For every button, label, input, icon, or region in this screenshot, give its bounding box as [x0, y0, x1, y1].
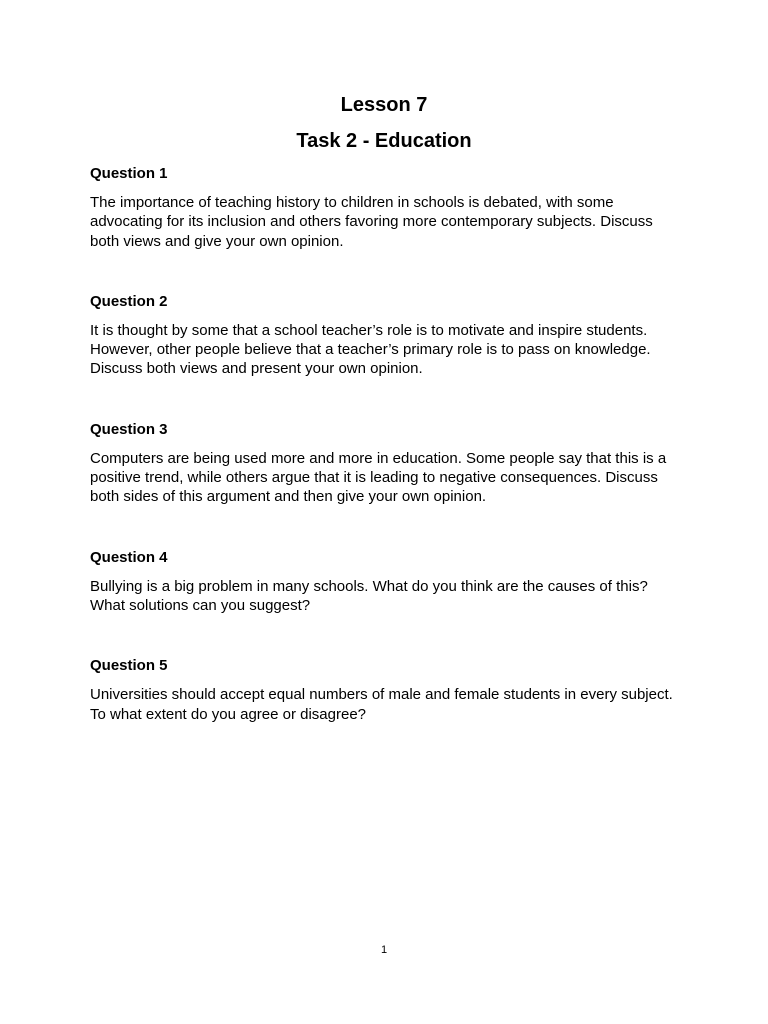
task-title: Task 2 - Education	[296, 130, 472, 152]
question-line: Discuss both views and present your own opinion.	[90, 360, 423, 378]
question-line: Universities should accept equal numbers of male and female students in every subject.	[90, 686, 673, 704]
question-heading: Question 4	[90, 548, 168, 566]
question-text	[90, 321, 690, 379]
lesson-title: Lesson 7	[340, 94, 428, 116]
question-1	[90, 164, 690, 251]
question-3	[90, 420, 690, 507]
question-list	[90, 164, 690, 724]
question-line: Computers are being used more and more in education. Some people say that this is a	[90, 449, 667, 467]
question-heading: Question 1	[90, 165, 168, 182]
question-text	[90, 193, 690, 251]
question-heading: Question 2	[90, 292, 168, 310]
question-line: advocating for its inclusion and others favoring more contemporary subjects. Discuss	[90, 213, 653, 231]
question-line: To what extent do you agree or disagree?	[90, 705, 367, 723]
question-line: It is thought by some that a school teacher’s role is to motivate and inspire students.	[90, 321, 648, 339]
page-number: 1	[380, 944, 388, 956]
question-line: Bullying is a big problem in many schools. What do you think are the causes of this?	[90, 577, 648, 595]
question-heading: Question 5	[90, 657, 168, 675]
question-heading: Question 3	[90, 420, 168, 438]
question-line: The importance of teaching history to children in schools is debated, with some	[90, 194, 614, 211]
question-line: What solutions can you suggest?	[90, 596, 311, 614]
question-text	[90, 685, 690, 724]
question-4	[90, 548, 690, 616]
question-line: However, other people believe that a teacher’s primary role is to pass on knowledge.	[90, 341, 651, 359]
question-line: both sides of this argument and then give your own opinion.	[90, 488, 487, 506]
question-line: both views and give your own opinion.	[90, 232, 344, 250]
question-line: positive trend, while others argue that it is leading to negative consequences. Discuss	[90, 469, 658, 487]
question-2	[90, 292, 690, 379]
question-text	[90, 577, 690, 616]
question-text	[90, 449, 690, 507]
question-5	[90, 656, 690, 724]
